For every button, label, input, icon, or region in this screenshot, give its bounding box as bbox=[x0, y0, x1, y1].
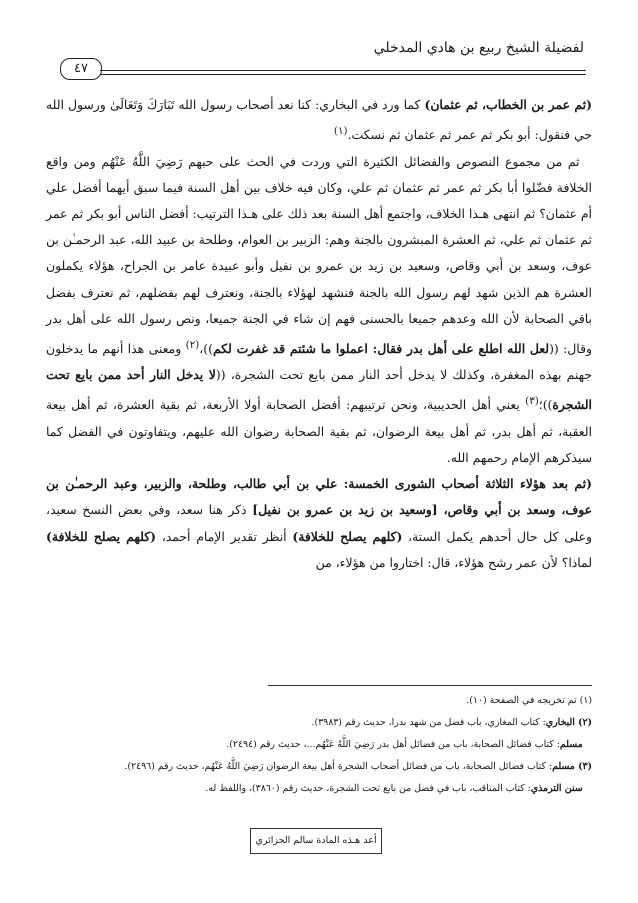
footer-credit: أعد هـذه المادة سالم الجزائري bbox=[250, 828, 382, 854]
header-title: لفضيلة الشيخ ربيع بن هادي المدخلي bbox=[373, 40, 584, 56]
bold-phrase: (ثم بعد هؤلاء الثلاثة أصحاب الشورى الخمسة: علي بن أبي طالب، وطلحة، والزبير، وعبد الرحمـٰن بن عوف، وسعد بن أبي وقاص، [وسعيد بن زيد بن عمرو بن نفيل] bbox=[46, 476, 592, 518]
header-rule-thin bbox=[100, 74, 586, 75]
footnote-source: (٢) البخاري bbox=[545, 717, 592, 728]
paragraph-text: ثم من مجموع النصوص والفضائل الكثيرة التي وردت في الحث على حبهم رَضِيَ اللَّهُ عَنْهُم ومن واقع الخلافة فضّلوا أبا بكر ثم عمر ثم عثمان ثم علي، وكان فيه خلاف بين أهل السنة فيما سبق أيهما أفضل علي أم عثمان؟ ثم انتهى هـذا الخلاف، واجتمع أهل السنة بعد ذلك على هـذا الترتيب: أفضل الناس أبو بكر ثم عمر ثم عثمان ثم علي، ثم العشرة المبشرون بالجنة وهم: الزبير بن العوام، وطلحة بن عبيد الله، عبد الرحمـٰن بن عوف، وسعد بن أبي وقاص، وسعيد بن زيد بن عمرو بن نفيل وأبو عبيدة عامر بن الجراح، هؤلاء يكملون العشرة هم الذين شهد لهم رسول الله بالجنة فنشهد لهؤلاء بالجنة، ونعترف لهم بفضلهم، ثم نعترف بفضل باقي الصحابة لأن الله وعدهم جميعا بالحسنى فهم إن شاء في الجنة جميعا، ونص رسول الله على أهل بدر وقال: (( bbox=[46, 153, 592, 357]
footnote-source: (٣) مسلم bbox=[552, 761, 592, 772]
footnote-source: مسلم bbox=[559, 739, 583, 750]
paragraph-text: كما ورد في البخاري: كنا نعد أصحاب رسول الله تَبَارَكَ وَتَعَالَىٰ ورسول الله حي فنقول: أبو بكر ثم عمر ثم عثمان ثم نسكت. bbox=[46, 97, 592, 143]
paragraph-1 bbox=[46, 92, 592, 149]
hadith-quote: لعل الله اطلع على أهل بدر فقال: اعملوا ما شئتم قد غفرت لكم bbox=[212, 341, 550, 357]
paragraph-text: أنظر تقدير الإمام أحمد، bbox=[156, 528, 293, 544]
header-rule bbox=[100, 70, 586, 71]
paragraph-text: ذكر هنا سعد، وفي بعض النسخ سعيد، وعلى كل حال أحدهم يكمل الستة، bbox=[46, 502, 593, 544]
footnote-text: : كتاب فضائل الصحابة، باب من فضائل أصحاب الشجرة أهل بيعة الرضوان رَضِيَ اللَّهُ عَنْهُم، حديث رقم (٢٤٩٦). bbox=[124, 761, 553, 772]
footnote-ref: (٣) bbox=[525, 395, 539, 408]
footnote-text: : كتاب المناقب، باب في فضل من بايع تحت الشجرة، حديث رقم (٣٨٦٠)، واللفظ له. bbox=[205, 783, 531, 794]
paragraph-3 bbox=[46, 471, 592, 576]
footnote-3 bbox=[46, 756, 592, 778]
paragraph-text: ومعنى هذا أنهم ما يدخلون جهنم بهذه المغفرة، وكذلك لا يدخل أحد النار ممن بايع تحت الشجرة، (( bbox=[46, 341, 592, 383]
main-text bbox=[46, 92, 592, 576]
footnote-rule bbox=[268, 685, 592, 686]
bold-phrase: (ثم عمر بن الخطاب، ثم عثمان) bbox=[424, 97, 592, 112]
paragraph-text: ))، bbox=[199, 341, 213, 357]
page-number: ٤٧ bbox=[60, 58, 102, 80]
footnote-ref: (٢) bbox=[185, 338, 200, 351]
paragraph-text: ))؛ bbox=[538, 397, 553, 413]
hadith-quote: لا يدخل النار أحد ممن بايع تحت الشجرة bbox=[46, 367, 592, 413]
footnote-1: (١) تم تخريجه في الصفحة (١٠). bbox=[466, 695, 592, 706]
bold-phrase: (كلهم يصلح للخلافة) bbox=[292, 528, 403, 544]
bold-phrase: (كلهم يصلح للخلافة) bbox=[46, 528, 156, 544]
footnote-ref: (١) bbox=[333, 125, 348, 138]
footnote-2b bbox=[46, 734, 592, 756]
page-header bbox=[44, 40, 592, 88]
footnote-text: : كتاب المغازي، باب فضل من شهد بدرا، حديث رقم (٣٩٨٣). bbox=[311, 717, 546, 728]
footnote-source: سنن الترمذي bbox=[530, 783, 583, 794]
footnote-3b bbox=[46, 778, 592, 800]
footnote-2 bbox=[46, 712, 592, 734]
footnote-text: : كتاب فضائل الصحابة، باب من فضائل أهل بدر رَضِيَ اللَّهُ عَنْهُم...، حديث رقم (٢٤٩٤). bbox=[226, 739, 560, 750]
paragraph-text: لماذا؟ لأن عمر رشح هؤلاء، قال: اختاروا من هؤلاء، من bbox=[315, 554, 592, 570]
paragraph-2 bbox=[46, 149, 592, 472]
footnotes bbox=[46, 690, 592, 800]
paragraph-text: يعني أهل الحديبية، ونحن ترتيبهم: أفضل الصحابة أولا الأربعة، ثم بقية العشرة، ثم أهل بيعة العقبة، ثم أهل بدر، ثم أهل بيعة الرضوان، ثم بقية الصحابة رضوان الله عليهم، ويتفاوتون في الفضل كما سيذكرهم الإمام رحمهم الله. bbox=[46, 397, 592, 466]
